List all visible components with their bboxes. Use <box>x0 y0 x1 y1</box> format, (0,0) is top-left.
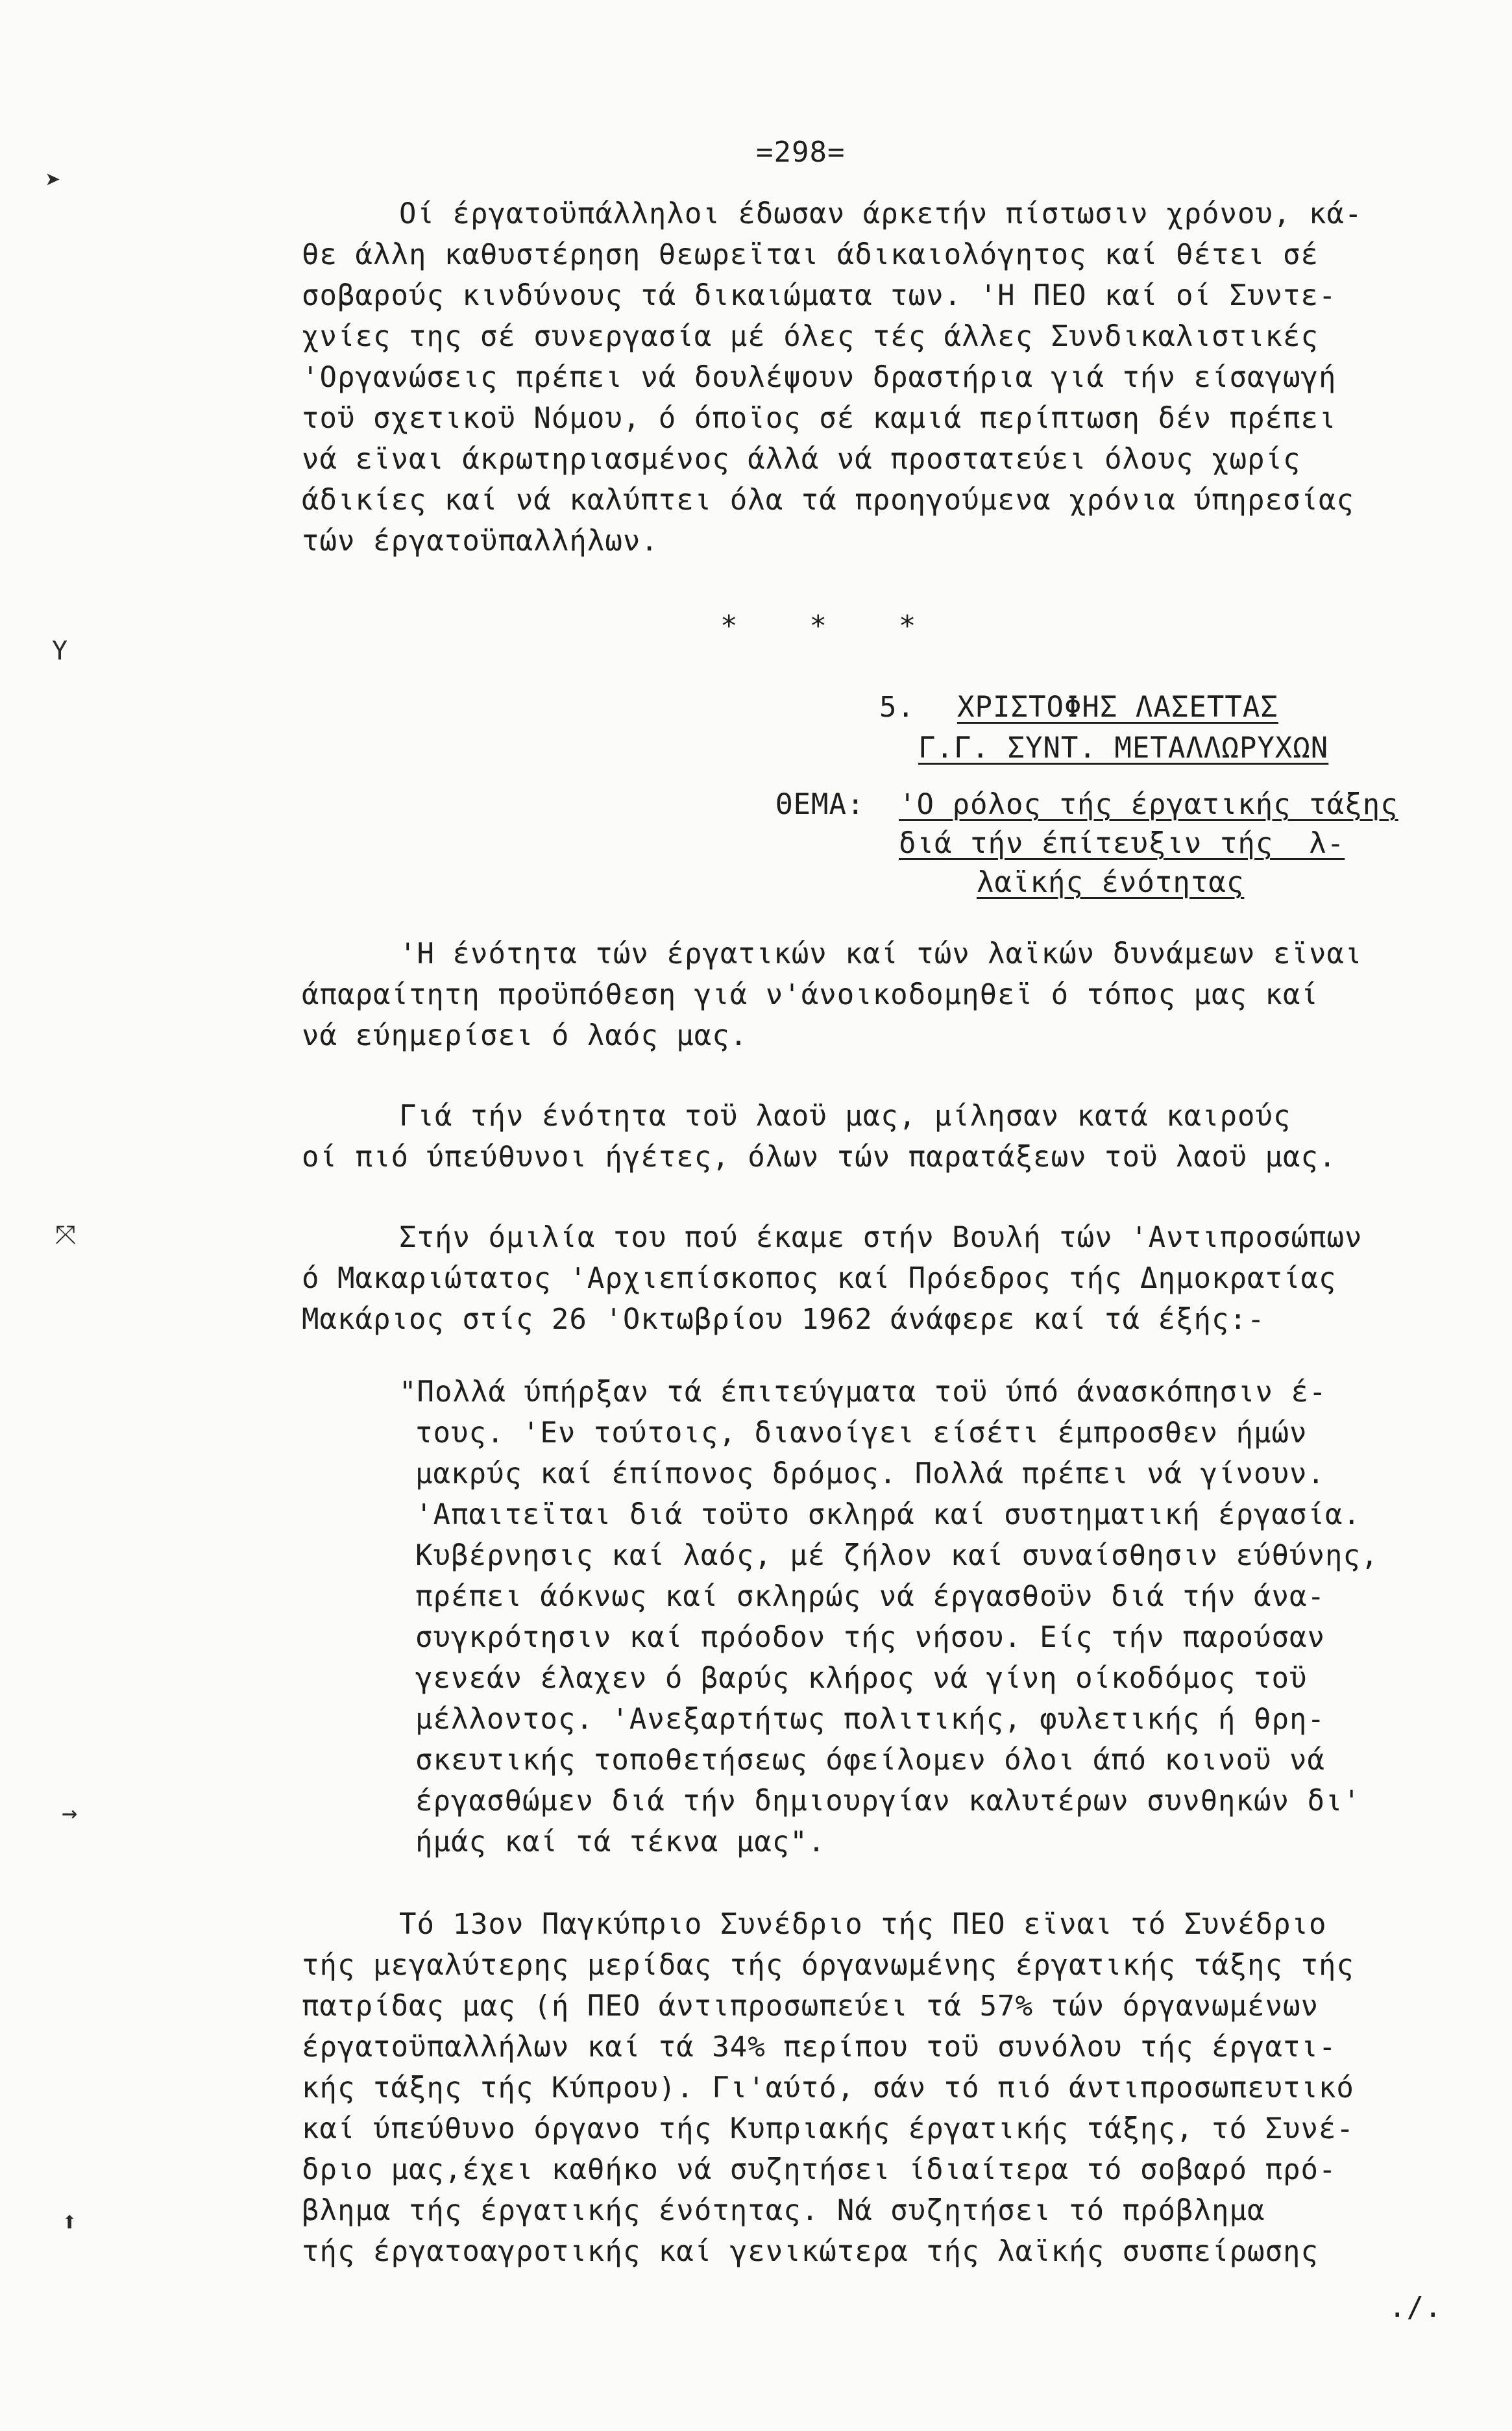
text-line: έργατοϋπαλλήλων καί τά 34% περίπου τοϋ συνόλου τής έργατι- <box>302 2030 1337 2064</box>
text-line: Οί έργατοϋπάλληλοι έδωσαν άρκετήν πίστωσιν χρόνου, κά- <box>399 197 1363 230</box>
text-line: κής τάξης τής Κύπρου). Γι'αύτό, σάν τό πιό άντιπροσωπευτικό <box>302 2071 1354 2104</box>
text-line: θε άλλη καθυστέρηση θεωρεϊται άδικαιολόγητος καί θέτει σέ <box>302 238 1319 271</box>
text-line: τών έργατοϋπαλλήλων. <box>302 524 659 558</box>
text-line: 'Η ένότητα τών έργατικών καί τών λαϊκών δυνάμεων εϊναι <box>399 937 1363 970</box>
page-number: =298= <box>756 136 846 169</box>
text-line: καί ύπεύθυνο όργανο τής Κυπριακής έργατικής τάξης, τό Συνέ- <box>302 2112 1354 2145</box>
text-line: Μακάριος στίς 26 'Οκτωβρίου 1962 άνάφερε καί τά έξής:- <box>302 1303 1265 1336</box>
quote-line: Κυβέρνησις καί λαός, μέ ζήλον καί συναίσθησιν εύθύνης, <box>415 1539 1379 1572</box>
text-line: σοβαρούς κινδύνους τά δικαιώματα των. 'Η ΠΕΟ καί οί Συντε- <box>302 279 1337 312</box>
text-line: Τό 13ον Παγκύπριο Συνέδριο τής ΠΕΟ εϊναι τό Συνέδριο <box>399 1908 1327 1941</box>
text-line: δριο μας,έχει καθήκο νά συζητήσει ίδιαίτερα τό σοβαρό πρό- <box>302 2153 1337 2186</box>
quote-line: τους. 'Εν τούτοις, διανοίγει είσέτι έμπροσθεν ήμών <box>415 1416 1308 1450</box>
text-line: τοϋ σχετικοϋ Νόμου, ό όποϊος σέ καμιά περίπτωση δέν πρέπει <box>302 402 1337 435</box>
quote-line: έργασθώμεν διά τήν δημιουργίαν καλυτέρων συνθηκών δι' <box>415 1784 1361 1818</box>
margin-mark: Y <box>52 636 68 666</box>
quote-line: μέλλοντος. 'Ανεξαρτήτως πολιτικής, φυλετικής ή θρη- <box>415 1703 1326 1736</box>
text-line: 'Οργανώσεις πρέπει νά δουλέψουν δραστήρια γιά τήν είσαγωγή <box>302 361 1337 394</box>
speaker-title: Γ.Γ. ΣΥΝΤ. ΜΕΤΑΛΛΩΡΥΧΩΝ <box>918 732 1329 765</box>
quote-line: γενεάν έλαχεν ό βαρύς κλήρος νά γίνη οίκοδόμος τοϋ <box>415 1662 1308 1695</box>
margin-mark: → <box>62 1798 78 1828</box>
quote-line: 'Απαιτεϊται διά τοϋτο σκληρά καί συστηματική έργασία. <box>415 1498 1361 1531</box>
text-line: Γιά τήν ένότητα τοϋ λαοϋ μας, μίλησαν κατά καιρούς <box>399 1100 1291 1133</box>
text-line: ό Μακαριώτατος 'Αρχιεπίσκοπος καί Πρόεδρος τής Δημοκρατίας <box>302 1262 1337 1295</box>
quote-line: πρέπει άόκνως καί σκληρώς νά έργασθοϋν διά τήν άνα- <box>415 1580 1326 1613</box>
quote-line: σκευτικής τοποθετήσεως όφείλομεν όλοι άπό κοινοϋ νά <box>415 1744 1326 1777</box>
theme-line: 'Ο ρόλος τής έργατικής τάξης <box>899 788 1398 821</box>
speaker-name: ΧΡΙΣΤΟΦΗΣ ΛΑΣΕΤΤΑΣ <box>957 691 1278 724</box>
margin-mark: ⬆ <box>62 2207 78 2237</box>
text-line: άπαραίτητη προϋπόθεση γιά ν'άνοικοδομηθεϊ ό τόπος μας καί <box>302 978 1319 1011</box>
quote-line: "Πολλά ύπήρξαν τά έπιτεύγματα τοϋ ύπό άνασκόπησιν έ- <box>399 1376 1327 1409</box>
quote-line: μακρύς καί έπίπονος δρόμος. Πολλά πρέπει νά γίνουν. <box>415 1457 1326 1490</box>
theme-line: διά τήν έπίτευξιν τής λ- <box>899 827 1345 860</box>
text-line: τής έργατοαγροτικής καί γενικώτερα τής λαϊκής συσπείρωσης <box>302 2235 1319 2268</box>
margin-mark: ⤧ <box>55 1220 76 1250</box>
text-line: πατρίδας μας (ή ΠΕΟ άντιπροσωπεύει τά 57% τών όργανωμένων <box>302 1990 1319 2023</box>
text-line: Στήν όμιλία του πού έκαμε στήν Βουλή τών 'Αντιπροσώπων <box>399 1221 1363 1254</box>
continuation-mark: ./. <box>1389 2291 1443 2324</box>
quote-line: ήμάς καί τά τέκνα μας". <box>415 1825 826 1858</box>
theme-label: ΘΕΜΑ: <box>775 788 865 821</box>
text-line: χνίες της σέ συνεργασία μέ όλες τές άλλες Συνδικαλιστικές <box>302 320 1319 353</box>
text-line: άδικίες καί νά καλύπτει όλα τά προηγούμενα χρόνια ύπηρεσίας <box>302 484 1354 517</box>
text-line: νά εϊναι άκρωτηριασμένος άλλά νά προστατεύει όλους χωρίς <box>302 443 1301 476</box>
text-line: τής μεγαλύτερης μερίδας τής όργανωμένης έργατικής τάξης τής <box>302 1949 1354 1982</box>
speaker-number: 5. <box>879 691 915 724</box>
margin-mark: ➤ <box>45 166 62 195</box>
section-separator: * * * <box>720 610 917 643</box>
text-line: νά εύημερίσει ό λαός μας. <box>302 1019 748 1052</box>
text-line: βλημα τής έργατικής ένότητας. Νά συζητήσει τό πρόβλημα <box>302 2194 1265 2227</box>
quote-line: συγκρότησιν καί πρόοδον τής νήσου. Είς τήν παρούσαν <box>415 1621 1326 1654</box>
text-line: οί πιό ύπεύθυνοι ήγέτες, όλων τών παρατάξεων τοϋ λαοϋ μας. <box>302 1141 1337 1174</box>
theme-line: λαϊκής ένότητας <box>977 866 1245 899</box>
